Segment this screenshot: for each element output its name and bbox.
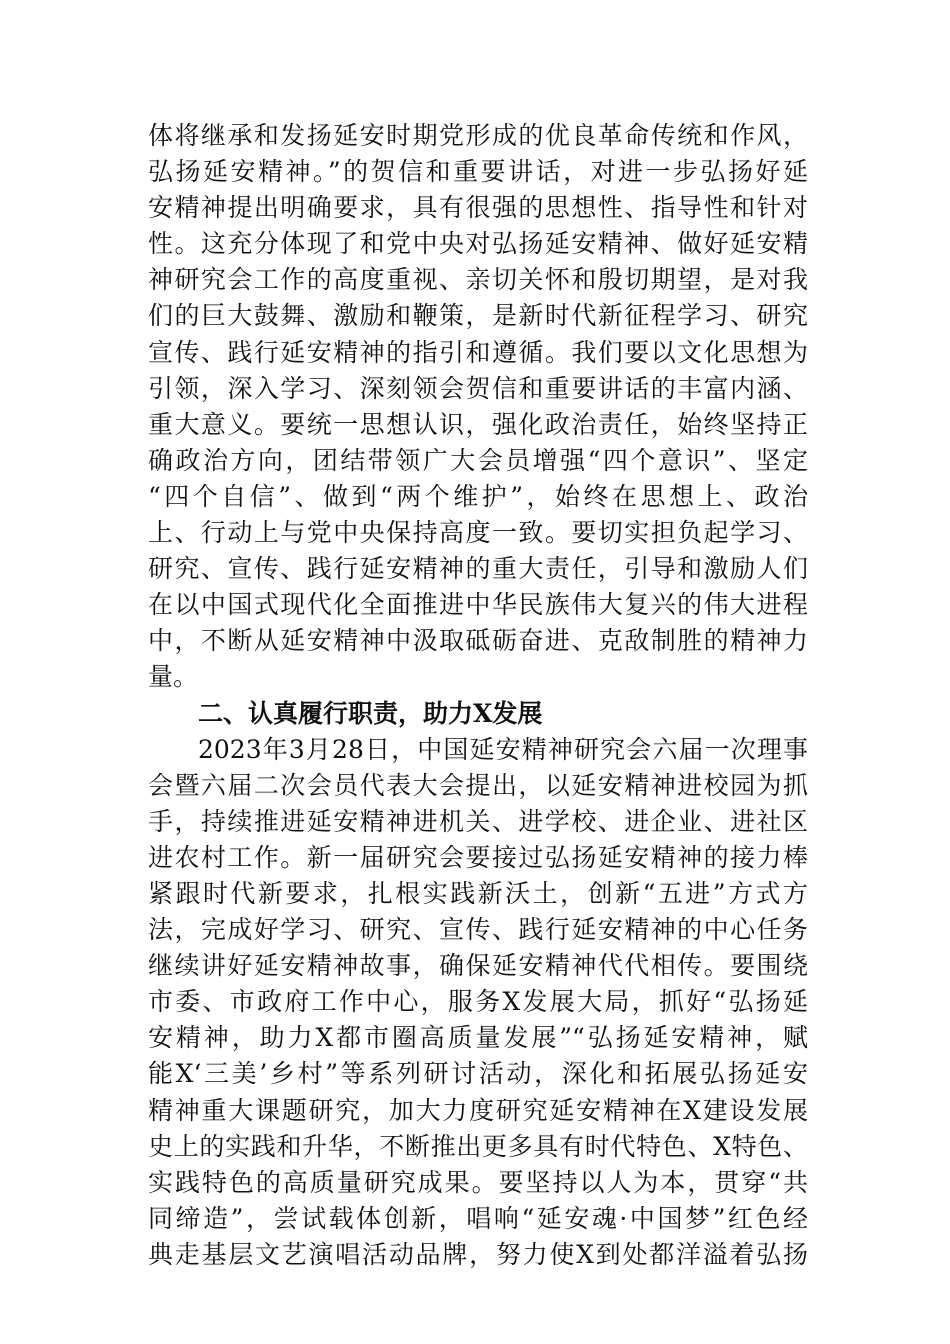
- text-line: 史上的实践和升华，不断推出更多具有时代特色、X特色、: [148, 1131, 808, 1161]
- section-heading: 二、认真履行职责，助力X发展: [198, 698, 543, 728]
- text-line: 典走基层文艺演唱活动品牌，努力使X到处都洋溢着弘扬: [148, 1239, 808, 1269]
- text-line: 进农村工作。新一届研究会要接过弘扬延安精神的接力棒: [148, 842, 808, 872]
- text-line: 弘扬延安精神。”的贺信和重要讲话，对进一步弘扬好延: [148, 157, 808, 187]
- text-line: 们的巨大鼓舞、激励和鞭策，是新时代新征程学习、研究: [148, 301, 808, 331]
- text-line: 神研究会工作的高度重视、亲切关怀和殷切期望，是对我: [148, 265, 808, 295]
- text-line: 在以中国式现代化全面推进中华民族伟大复兴的伟大进程: [148, 590, 808, 620]
- text-line: 体将继承和发扬延安时期党形成的优良革命传统和作风，: [148, 121, 808, 150]
- body-text: [148, 118, 808, 1273]
- text-line: 上、行动上与党中央保持高度一致。要切实担负起学习、: [148, 518, 808, 548]
- text-line: 安精神提出明确要求，具有很强的思想性、指导性和针对: [148, 193, 808, 223]
- text-line: 研究、宣传、践行延安精神的重大责任，引导和激励人们: [148, 554, 808, 584]
- text-line: 会暨六届二次会员代表大会提出，以延安精神进校园为抓: [148, 770, 808, 800]
- text-line: 重大意义。要统一思想认识，强化政治责任，始终坚持正: [148, 409, 808, 439]
- text-line: 同缔造”，尝试载体创新，唱响“延安魂·中国梦”红色经: [148, 1203, 808, 1233]
- text-line: 能X‘三美’乡村”等系列研讨活动，深化和拓展弘扬延安: [148, 1059, 808, 1089]
- text-line: 确政治方向，团结带领广大会员增强“四个意识”、坚定: [148, 445, 808, 475]
- text-line: 性。这充分体现了和党中央对弘扬延安精神、做好延安精: [148, 229, 808, 259]
- text-line: 法，完成好学习、研究、宣传、践行延安精神的中心任务: [148, 915, 808, 945]
- text-line: 宣传、践行延安精神的指引和遵循。我们要以文化思想为: [148, 337, 808, 367]
- text-line: 精神重大课题研究，加大力度研究延安精神在X建设发展: [148, 1095, 808, 1125]
- text-line: 实践特色的高质量研究成果。要坚持以人为本，贯穿“共: [148, 1167, 808, 1197]
- text-line: “四个自信”、做到“两个维护”，始终在思想上、政治: [148, 481, 808, 511]
- text-line: 中，不断从延安精神中汲取砥砺奋进、克敌制胜的精神力: [148, 626, 808, 656]
- text-line: 手，持续推进延安精神进机关、进学校、进企业、进社区: [148, 806, 808, 836]
- text-line: 安精神，助力X都市圈高质量发展”“弘扬延安精神，赋: [148, 1023, 808, 1053]
- text-line: 2023年3月28日，中国延安精神研究会六届一次理事: [198, 734, 808, 764]
- text-line: 紧跟时代新要求，扎根实践新沃土，创新“五进”方式方: [148, 878, 808, 908]
- text-line: 市委、市政府工作中心，服务X发展大局，抓好“弘扬延: [148, 987, 808, 1017]
- text-line: 继续讲好延安精神故事，确保延安精神代代相传。要围绕: [148, 951, 808, 981]
- text-line: 量。: [148, 662, 199, 692]
- text-line: 引领，深入学习、深刻领会贺信和重要讲话的丰富内涵、: [148, 373, 808, 403]
